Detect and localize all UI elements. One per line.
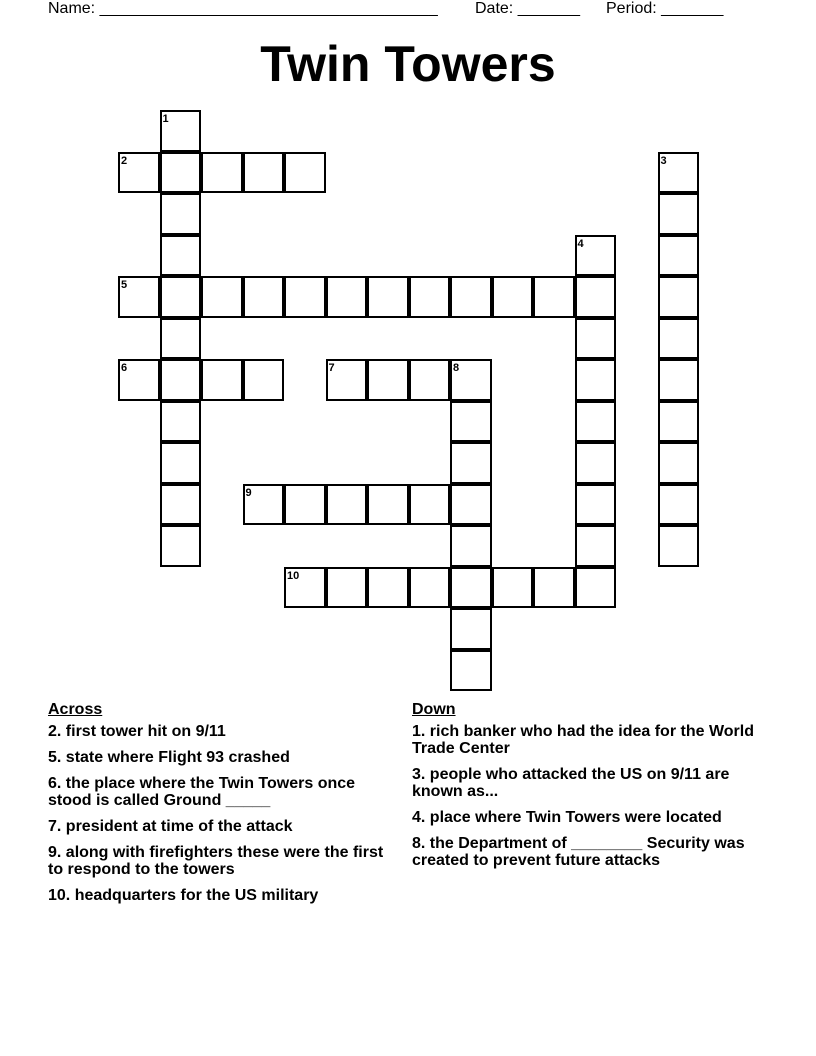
grid-cell[interactable] — [160, 484, 202, 526]
grid-cell[interactable] — [201, 152, 243, 194]
grid-cell[interactable] — [575, 442, 617, 484]
grid-cell[interactable] — [409, 567, 451, 609]
grid-cell[interactable] — [492, 276, 534, 318]
grid-cell[interactable] — [658, 359, 700, 401]
clue-number: 6. — [48, 775, 62, 792]
grid-cell[interactable] — [450, 484, 492, 526]
clue-item — [48, 749, 398, 766]
grid-cell[interactable] — [326, 484, 368, 526]
grid-cell[interactable] — [326, 567, 368, 609]
clue-number: 4. — [412, 809, 426, 826]
grid-cell[interactable] — [367, 276, 409, 318]
clue-text: first tower hit on 9/11 — [61, 723, 226, 740]
grid-cell[interactable] — [533, 567, 575, 609]
grid-cell[interactable] — [243, 276, 285, 318]
grid-cell[interactable] — [201, 276, 243, 318]
clue-item — [48, 723, 398, 740]
clue-text: headquarters for the US military — [70, 887, 319, 904]
cell-number: 4 — [577, 237, 584, 250]
clue-item — [412, 723, 762, 757]
grid-cell[interactable] — [409, 359, 451, 401]
clue-item — [48, 844, 398, 878]
clue-number: 2. — [48, 723, 62, 740]
grid-cell[interactable] — [450, 276, 492, 318]
cell-number: 9 — [245, 486, 252, 499]
grid-cell[interactable] — [658, 525, 700, 567]
grid-cell[interactable] — [160, 442, 202, 484]
grid-cell[interactable] — [575, 276, 617, 318]
across-clues — [48, 700, 398, 913]
grid-cell[interactable] — [160, 276, 202, 318]
grid-cell[interactable] — [575, 359, 617, 401]
grid-cell[interactable] — [450, 401, 492, 443]
grid-cell[interactable] — [284, 152, 326, 194]
clue-number: 8. — [412, 835, 426, 852]
grid-cell[interactable] — [284, 484, 326, 526]
date-field[interactable]: Date: _______ — [475, 0, 580, 17]
grid-cell[interactable] — [450, 608, 492, 650]
across-clue-list — [48, 723, 398, 904]
grid-cell[interactable] — [326, 276, 368, 318]
grid-cell[interactable] — [658, 235, 700, 277]
clue-number: 10. — [48, 887, 71, 904]
grid-cell[interactable] — [367, 359, 409, 401]
grid-cell[interactable] — [367, 484, 409, 526]
grid-cell[interactable] — [658, 484, 700, 526]
grid-cell[interactable] — [575, 525, 617, 567]
clue-item — [48, 775, 398, 809]
clue-item — [48, 818, 398, 835]
grid-cell[interactable] — [575, 401, 617, 443]
cell-number: 7 — [328, 362, 335, 374]
grid-cell[interactable] — [450, 442, 492, 484]
clue-text: the Department of ________ Security was created to prevent future attacks — [412, 835, 745, 869]
cell-number: 1 — [162, 113, 169, 125]
clue-item — [48, 887, 398, 904]
grid-cell[interactable] — [243, 152, 285, 194]
clue-item — [412, 809, 762, 826]
clue-text: president at time of the attack — [61, 818, 293, 835]
grid-cell[interactable] — [160, 401, 202, 443]
grid-cell[interactable] — [160, 318, 202, 360]
grid-cell[interactable] — [658, 318, 700, 360]
clue-text: state where Flight 93 crashed — [61, 749, 290, 766]
clue-text: along with firefighters these were the first to respond to the towers — [48, 844, 384, 878]
cell-number: 2 — [121, 154, 128, 167]
cell-number: 10 — [287, 569, 300, 582]
down-clues — [412, 700, 762, 878]
grid-cell[interactable] — [284, 276, 326, 318]
cell-number: 5 — [121, 279, 128, 291]
cell-number: 3 — [660, 154, 667, 167]
clue-text: rich banker who had the idea for the World Trade Center — [412, 723, 754, 757]
grid-cell[interactable] — [450, 525, 492, 567]
clue-text: the place where the Twin Towers once stood is called Ground _____ — [48, 775, 356, 809]
grid-cell[interactable] — [450, 650, 492, 692]
grid-cell[interactable] — [533, 276, 575, 318]
page-title: Twin Towers — [260, 36, 556, 92]
grid-cell[interactable] — [367, 567, 409, 609]
clue-number: 9. — [48, 844, 62, 861]
cell-number: 8 — [453, 362, 460, 374]
name-field[interactable]: Name: ______________________________________ — [48, 0, 438, 17]
down-heading: Down — [412, 701, 456, 718]
grid-cell[interactable] — [201, 359, 243, 401]
grid-cell[interactable] — [160, 235, 202, 277]
clue-text: people who attacked the US on 9/11 are known as... — [412, 766, 730, 800]
cell-number: 6 — [121, 362, 128, 374]
grid-cell[interactable] — [658, 276, 700, 318]
clue-text: place where Twin Towers were located — [425, 809, 722, 826]
grid-cell[interactable] — [575, 567, 617, 609]
grid-cell[interactable] — [492, 567, 534, 609]
grid-cell[interactable] — [575, 484, 617, 526]
grid-cell[interactable] — [160, 152, 202, 194]
grid-cell[interactable] — [409, 276, 451, 318]
grid-cell[interactable] — [243, 359, 285, 401]
grid-cell[interactable] — [658, 193, 700, 235]
clue-item — [412, 835, 762, 869]
clue-number: 5. — [48, 749, 62, 766]
period-field[interactable]: Period: _______ — [606, 0, 724, 17]
clue-number: 1. — [412, 723, 426, 740]
across-heading: Across — [48, 701, 103, 718]
clue-item — [412, 766, 762, 800]
grid-cell[interactable] — [450, 567, 492, 609]
grid-cell[interactable] — [658, 442, 700, 484]
grid-cell[interactable] — [575, 318, 617, 360]
grid-cell[interactable] — [160, 525, 202, 567]
down-clue-list — [412, 723, 762, 869]
grid-cell[interactable] — [160, 359, 202, 401]
grid-cell[interactable] — [658, 401, 700, 443]
clue-number: 7. — [48, 818, 62, 835]
grid-cell[interactable] — [160, 193, 202, 235]
grid-cell[interactable] — [409, 484, 451, 526]
clue-number: 3. — [412, 766, 426, 783]
